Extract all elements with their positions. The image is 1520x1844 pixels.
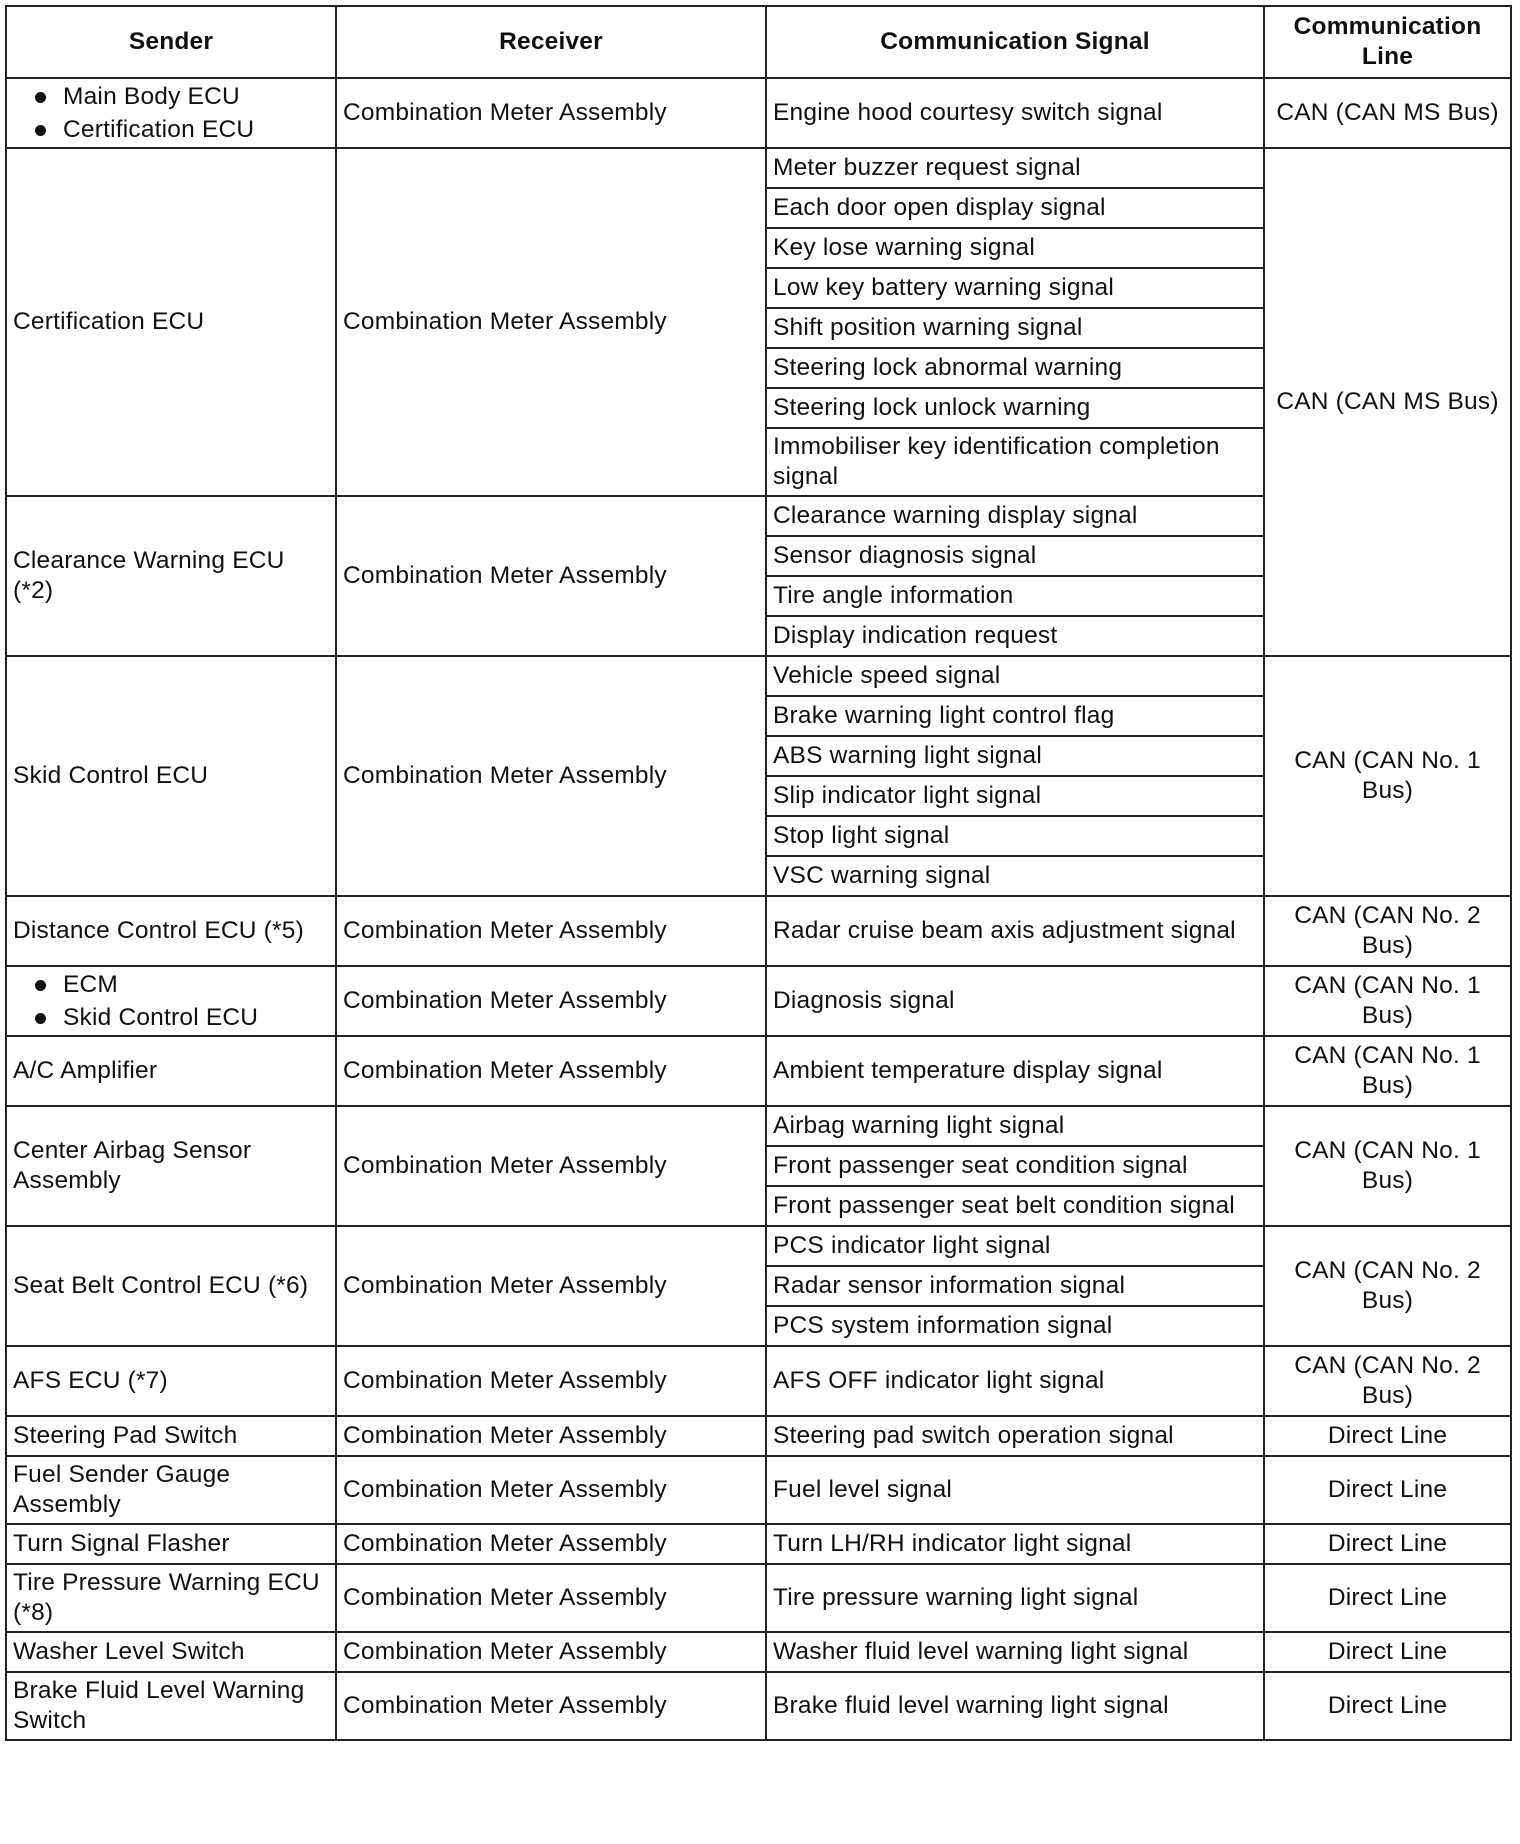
table-row — [6, 896, 1511, 966]
signal-cell: Shift position warning signal — [766, 308, 1264, 348]
receiver-cell: Combination Meter Assembly — [336, 896, 766, 966]
header-sender: Sender — [6, 6, 336, 78]
line-cell: CAN (CAN No. 2 Bus) — [1264, 1346, 1511, 1416]
line-cell: CAN (CAN No. 1 Bus) — [1264, 966, 1511, 1036]
table-row — [6, 1456, 1511, 1524]
receiver-cell: Combination Meter Assembly — [336, 496, 766, 656]
signal-cell: PCS indicator light signal — [766, 1226, 1264, 1266]
table-row — [6, 1524, 1511, 1564]
communication-table — [5, 5, 1512, 1741]
signal-cell: Tire angle information — [766, 576, 1264, 616]
receiver-cell: Combination Meter Assembly — [336, 1346, 766, 1416]
receiver-cell: Combination Meter Assembly — [336, 1226, 766, 1346]
receiver-cell: Combination Meter Assembly — [336, 1036, 766, 1106]
line-cell: Direct Line — [1264, 1564, 1511, 1632]
receiver-cell: Combination Meter Assembly — [336, 1672, 766, 1740]
receiver-cell: Combination Meter Assembly — [336, 1456, 766, 1524]
sender-cell: Turn Signal Flasher — [6, 1524, 336, 1564]
signal-cell: Turn LH/RH indicator light signal — [766, 1524, 1264, 1564]
line-cell: Direct Line — [1264, 1456, 1511, 1524]
signal-cell: Meter buzzer request signal — [766, 148, 1264, 188]
receiver-cell: Combination Meter Assembly — [336, 78, 766, 148]
signal-cell: Steering lock abnormal warning — [766, 348, 1264, 388]
table-row — [6, 966, 1511, 1036]
sender-cell: Clearance Warning ECU (*2) — [6, 496, 336, 656]
signal-cell: VSC warning signal — [766, 856, 1264, 896]
sender-cell: Brake Fluid Level Warning Switch — [6, 1672, 336, 1740]
signal-cell: Front passenger seat belt condition signal — [766, 1186, 1264, 1226]
signal-cell: Low key battery warning signal — [766, 268, 1264, 308]
signal-cell: AFS OFF indicator light signal — [766, 1346, 1264, 1416]
sender-cell — [6, 78, 336, 148]
signal-cell: Steering pad switch operation signal — [766, 1416, 1264, 1456]
table-row — [6, 656, 1511, 696]
signal-cell: Engine hood courtesy switch signal — [766, 78, 1264, 148]
line-cell: CAN (CAN No. 2 Bus) — [1264, 896, 1511, 966]
signal-cell: Washer fluid level warning light signal — [766, 1632, 1264, 1672]
signal-cell: PCS system information signal — [766, 1306, 1264, 1346]
sender-cell: Steering Pad Switch — [6, 1416, 336, 1456]
line-cell: CAN (CAN MS Bus) — [1264, 148, 1511, 656]
table-row — [6, 1416, 1511, 1456]
table-row — [6, 1564, 1511, 1632]
sender-list-item: Skid Control ECU — [13, 1001, 329, 1034]
line-cell: Direct Line — [1264, 1632, 1511, 1672]
line-cell: CAN (CAN No. 2 Bus) — [1264, 1226, 1511, 1346]
header-receiver: Receiver — [336, 6, 766, 78]
line-cell: CAN (CAN MS Bus) — [1264, 78, 1511, 148]
signal-cell: Steering lock unlock warning — [766, 388, 1264, 428]
receiver-cell: Combination Meter Assembly — [336, 1632, 766, 1672]
receiver-cell: Combination Meter Assembly — [336, 148, 766, 496]
sender-list-item: ECM — [13, 968, 329, 1001]
receiver-cell: Combination Meter Assembly — [336, 1524, 766, 1564]
sender-cell: Certification ECU — [6, 148, 336, 496]
signal-cell: Display indication request — [766, 616, 1264, 656]
signal-cell: Airbag warning light signal — [766, 1106, 1264, 1146]
signal-cell: Key lose warning signal — [766, 228, 1264, 268]
line-cell: Direct Line — [1264, 1416, 1511, 1456]
signal-cell: Vehicle speed signal — [766, 656, 1264, 696]
sender-cell: Tire Pressure Warning ECU (*8) — [6, 1564, 336, 1632]
signal-cell: Front passenger seat condition signal — [766, 1146, 1264, 1186]
sender-cell: Seat Belt Control ECU (*6) — [6, 1226, 336, 1346]
line-cell: CAN (CAN No. 1 Bus) — [1264, 1106, 1511, 1226]
signal-cell: Clearance warning display signal — [766, 496, 1264, 536]
table-row — [6, 78, 1511, 148]
table-row — [6, 1672, 1511, 1740]
sender-cell: Distance Control ECU (*5) — [6, 896, 336, 966]
signal-cell: Brake fluid level warning light signal — [766, 1672, 1264, 1740]
signal-cell: Stop light signal — [766, 816, 1264, 856]
receiver-cell: Combination Meter Assembly — [336, 966, 766, 1036]
sender-cell: AFS ECU (*7) — [6, 1346, 336, 1416]
receiver-cell: Combination Meter Assembly — [336, 1416, 766, 1456]
line-cell: Direct Line — [1264, 1672, 1511, 1740]
signal-cell: Slip indicator light signal — [766, 776, 1264, 816]
sender-cell: A/C Amplifier — [6, 1036, 336, 1106]
header-signal: Communication Signal — [766, 6, 1264, 78]
sender-cell: Center Airbag Sensor Assembly — [6, 1106, 336, 1226]
sender-list-item: Main Body ECU — [13, 80, 329, 113]
sender-list — [13, 968, 329, 1034]
receiver-cell: Combination Meter Assembly — [336, 656, 766, 896]
signal-cell: Ambient temperature display signal — [766, 1036, 1264, 1106]
signal-cell: Radar cruise beam axis adjustment signal — [766, 896, 1264, 966]
sender-cell: Washer Level Switch — [6, 1632, 336, 1672]
line-cell: CAN (CAN No. 1 Bus) — [1264, 656, 1511, 896]
signal-cell: Immobiliser key identification completion signal — [766, 428, 1264, 496]
sender-cell — [6, 966, 336, 1036]
table-row — [6, 148, 1511, 188]
signal-cell: Diagnosis signal — [766, 966, 1264, 1036]
receiver-cell: Combination Meter Assembly — [336, 1106, 766, 1226]
sender-list — [13, 80, 329, 146]
signal-cell: Each door open display signal — [766, 188, 1264, 228]
sender-cell: Skid Control ECU — [6, 656, 336, 896]
signal-cell: Fuel level signal — [766, 1456, 1264, 1524]
signal-cell: Brake warning light control flag — [766, 696, 1264, 736]
table-row — [6, 1632, 1511, 1672]
table-row — [6, 1226, 1511, 1266]
line-cell: CAN (CAN No. 1 Bus) — [1264, 1036, 1511, 1106]
header-line: Communication Line — [1264, 6, 1511, 78]
signal-cell: ABS warning light signal — [766, 736, 1264, 776]
signal-cell: Tire pressure warning light signal — [766, 1564, 1264, 1632]
table-row — [6, 1346, 1511, 1416]
receiver-cell: Combination Meter Assembly — [336, 1564, 766, 1632]
header-row — [6, 6, 1511, 78]
sender-list-item: Certification ECU — [13, 113, 329, 146]
signal-cell: Sensor diagnosis signal — [766, 536, 1264, 576]
table-row — [6, 1106, 1511, 1146]
line-cell: Direct Line — [1264, 1524, 1511, 1564]
signal-cell: Radar sensor information signal — [766, 1266, 1264, 1306]
sender-cell: Fuel Sender Gauge Assembly — [6, 1456, 336, 1524]
table-row — [6, 1036, 1511, 1106]
